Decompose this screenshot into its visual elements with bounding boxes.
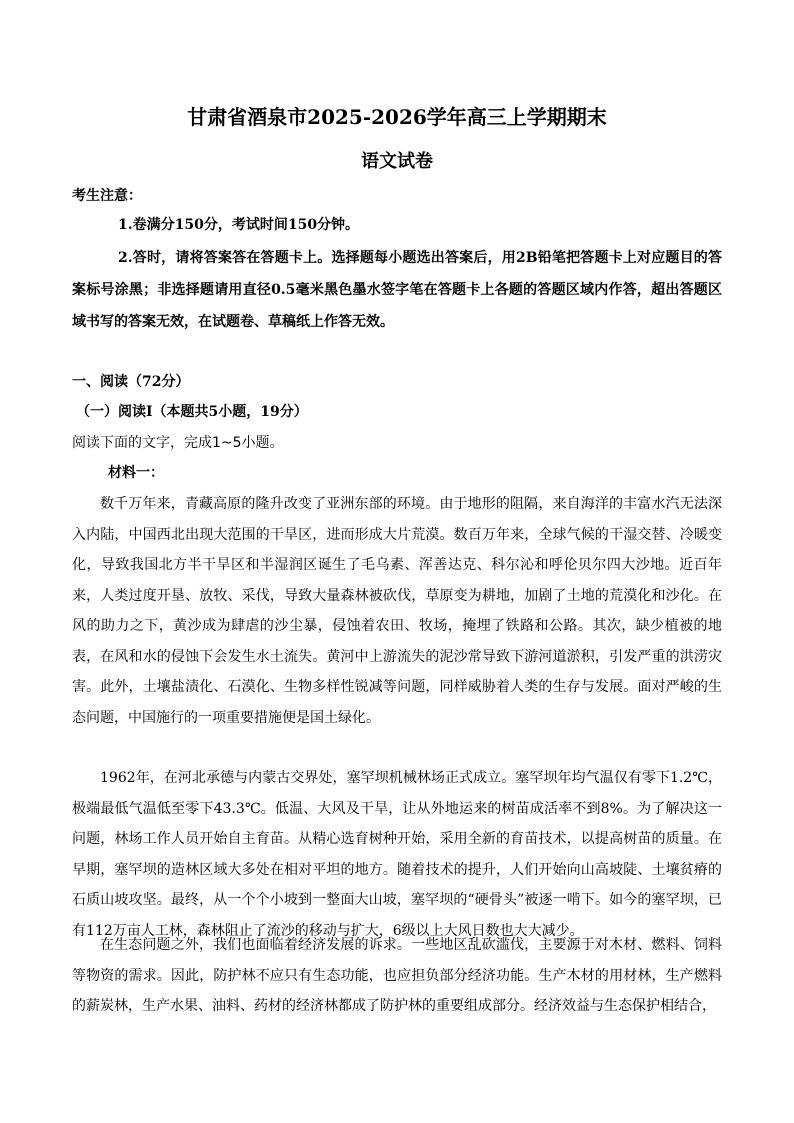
notice-item-1: 1.卷满分150分，考试时间150分钟。 (118, 217, 360, 233)
material-label: 材料一： (108, 465, 164, 481)
paragraph-2: 1962年，在河北承德与内蒙古交界处，塞罕坝机械林场正式成立。塞罕坝年均气温仅有零下1.2℃，极端最低气温低至零下43.3℃。低温、大风及干旱，让从外地运来的树苗成活率不到8%。为了解决这一问题，林场工作人员开始自主育苗。从精心选育树种开始，采用全新的育苗技术，以提高树苗的质量。在早期，塞罕坝的造林区域大多处在相对平坦的地方。随着技术的提升，人们开始向山高坡陡、土壤贫瘠的石质山坡攻坚。最终，从一个个小坡到一整面大山坡，塞罕坝的“硬骨头”被逐一啃下。如今的塞罕坝，已有112万亩人工林，森林阻止了流沙的移动与扩大，6级以上大风日数也大大减少。 (72, 770, 722, 939)
document-subtitle: 语文试卷 (361, 151, 433, 172)
document-title: 甘肃省酒泉市2025-2026学年高三上学期期末 (187, 105, 607, 129)
notice-item-2: 2.答时，请将答案答在答题卡上。选择题每小题选出答案后，用2B铅笔把答题卡上对应题目的答案标号涂黑；非选择题请用直径0.5毫米黑色墨水签字笔在答题卡上各题的答题区域内作答，超出答题区域书写的答案无效，在试题卷、草稿纸上作答无效。 (72, 250, 722, 330)
paragraph-3: 在生态问题之外，我们也面临着经济发展的诉求。一些地区乱砍滥伐，主要源于对木材、燃料、饲料等物资的需求。因此，防护林不应只有生态功能，也应担负部分经济功能。生产木材的用材林，生产燃料的薪炭林，生产水果、油料、药材的经济林都成了防护林的重要组成部分。经济效益与生态保护相结合， (72, 937, 722, 1014)
section-instruction: 阅读下面的文字，完成1~5小题。 (72, 435, 284, 451)
section-subheading: （一）阅读Ⅰ（本题共5小题，19分） (76, 404, 308, 420)
notice-label: 考生注意： (72, 188, 142, 204)
paragraph-1: 数千万年来，青藏高原的隆升改变了亚洲东部的环境。由于地形的阻隔，来自海洋的丰富水汽无法深入内陆，中国西北出现大范围的干旱区，进而形成大片荒漠。数百万年来，全球气候的干湿交替、冷暖变化，导致我国北方半干旱区和半湿润区诞生了毛乌素、浑善达克、科尔沁和呼伦贝尔四大沙地。近百年来，人类过度开垦、放牧、采伐，导致大量森林被砍伐，草原变为耕地，加剧了土地的荒漠化和沙化。在风的助力之下，黄沙成为肆虐的沙尘暴，侵蚀着农田、牧场，掩埋了铁路和公路。其次，缺少植被的地表，在风和水的侵蚀下会发生水土流失。黄河中上游流失的泥沙常导致下游河道淤积，引发严重的洪涝灾害。此外，土壤盐渍化、石漠化、生物多样性锐减等问题，同样威胁着人类的生存与发展。面对严峻的生态问题，中国施行的一项重要措施便是国土绿化。 (72, 496, 722, 726)
section-heading: 一、阅读（72分） (72, 374, 190, 390)
